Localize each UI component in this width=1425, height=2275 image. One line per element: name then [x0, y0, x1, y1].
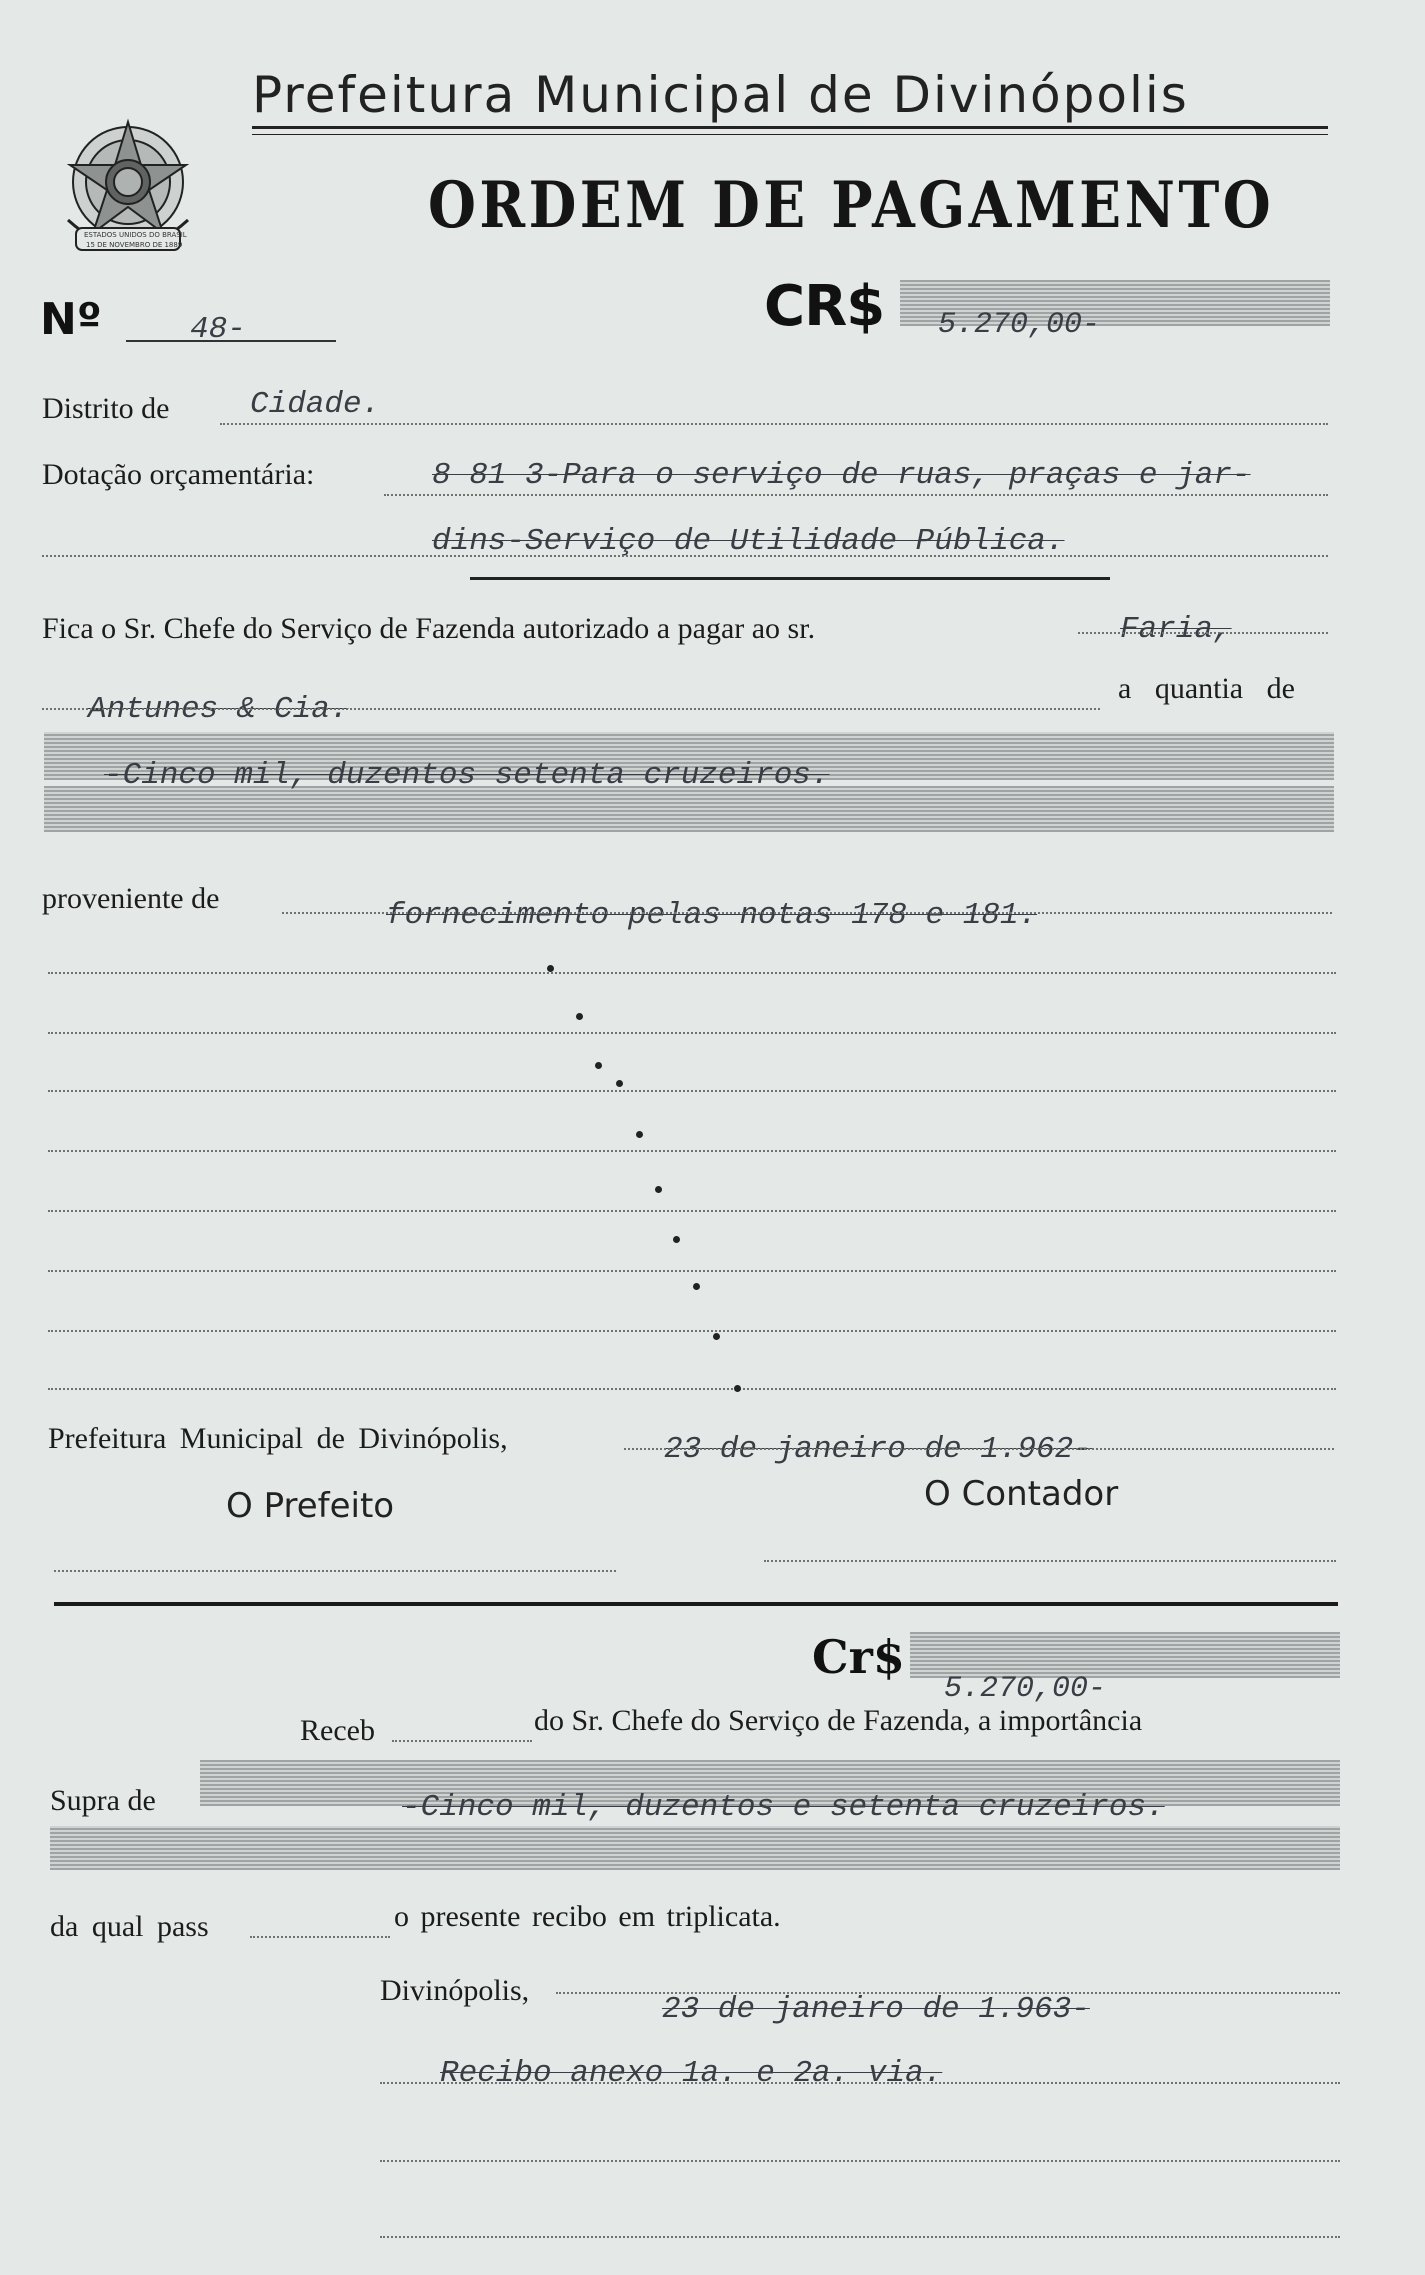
receipt-words-shading-2 — [50, 1826, 1340, 1870]
dotacao-label: Dotação orçamentária: — [42, 458, 315, 491]
prefeito-label: O Prefeito — [226, 1486, 395, 1526]
receipt-note: Recibo anexo 1a. e 2a. via. — [440, 2056, 943, 2091]
fill-dot — [734, 1385, 741, 1392]
contador-signature-line — [764, 1560, 1336, 1562]
fill-dot — [595, 1062, 602, 1069]
distrito-line — [220, 423, 1328, 425]
receipt-date-value: 23 de janeiro de 1.963- — [662, 1992, 1090, 2027]
blank-line-6 — [48, 1270, 1336, 1272]
payee-line1-rule — [1078, 632, 1328, 634]
dotacao-line1: 8 81 3-Para o serviço de ruas, praças e jar- — [432, 458, 1251, 493]
coat-of-arms-date: 15 DE NOVEMBRO DE 1889 — [86, 241, 183, 249]
prefeito-signature-line — [54, 1570, 616, 1572]
place-label: Prefeitura Municipal de Divinópolis, — [48, 1422, 508, 1455]
section-divider — [54, 1602, 1338, 1606]
number-value: 48- — [190, 312, 246, 347]
amount-words: -Cinco mil, duzentos setenta cruzeiros. — [104, 758, 830, 793]
blank-line-1 — [48, 972, 1336, 974]
fill-dot — [713, 1333, 720, 1340]
proveniente-label: proveniente de — [42, 882, 220, 915]
proveniente-value: fornecimento pelas notas 178 e 181. — [386, 898, 1038, 933]
fill-dot — [673, 1236, 680, 1243]
coat-of-arms-emblem — [48, 100, 208, 275]
number-label: Nº — [40, 294, 102, 345]
receb-label: Receb — [300, 1714, 375, 1747]
receipt-blank-line-2 — [380, 2236, 1340, 2238]
payee-line1: Faria, — [1120, 612, 1232, 647]
blank-line-5 — [48, 1210, 1336, 1212]
dotacao-line1-rule — [384, 494, 1328, 496]
receipt-place-label: Divinópolis, — [380, 1974, 530, 2007]
receipt-note-line — [380, 2082, 1340, 2084]
currency-label: CR$ — [764, 274, 885, 339]
blank-line-4 — [48, 1150, 1336, 1152]
blank-line-2 — [48, 1032, 1336, 1034]
fica-label: Fica o Sr. Chefe do Serviço de Fazenda autorizado a pagar ao sr. — [42, 612, 816, 645]
fill-dot — [576, 1013, 583, 1020]
document-title: ORDEM DE PAGAMENTO — [428, 168, 1275, 243]
dotacao-line2-rule — [42, 555, 1328, 557]
receipt-date-line — [556, 1992, 1340, 1994]
header-rule-bottom — [252, 134, 1328, 135]
contador-label: O Contador — [924, 1474, 1119, 1514]
payee-line2-rule — [42, 708, 1100, 710]
blank-line-7 — [48, 1330, 1336, 1332]
fill-dot — [547, 965, 554, 972]
institution-name: Prefeitura Municipal de Divinópolis — [252, 66, 1189, 124]
blank-line-8 — [48, 1388, 1336, 1390]
fill-dot — [655, 1186, 662, 1193]
receipt-amount-words: -Cinco mil, duzentos e setenta cruzeiros. — [402, 1790, 1165, 1825]
blank-line-3 — [48, 1090, 1336, 1092]
supra-label: Supra de — [50, 1784, 156, 1817]
distrito-label: Distrito de — [42, 392, 170, 425]
fill-dot — [636, 1131, 643, 1138]
dotacao-underline — [470, 577, 1110, 580]
fill-dot — [693, 1283, 700, 1290]
da-qual-line — [250, 1936, 390, 1938]
date-value: 23 de janeiro de 1.962- — [664, 1432, 1092, 1467]
receb-text: do Sr. Chefe do Serviço de Fazenda, a importância — [534, 1704, 1143, 1737]
receipt-blank-line-1 — [380, 2160, 1340, 2162]
coat-of-arms-motto: ESTADOS UNIDOS DO BRASIL — [84, 231, 187, 239]
receipt-amount: 5.270,00- — [944, 1672, 1107, 1706]
distrito-value: Cidade. — [250, 387, 381, 422]
receipt-currency-label: Cr$ — [812, 1630, 905, 1684]
receb-line — [392, 1740, 532, 1742]
proveniente-line — [282, 912, 1332, 914]
payee-line2: Antunes & Cia. — [88, 692, 349, 727]
da-qual-label: da qual pass — [50, 1910, 209, 1943]
amount-value: 5.270,00- — [938, 308, 1101, 342]
dotacao-line2: dins-Serviço de Utilidade Pública. — [432, 524, 1065, 559]
number-line — [126, 340, 336, 342]
fill-dot — [616, 1080, 623, 1087]
date-line — [624, 1448, 1334, 1450]
presente-text: o presente recibo em triplicata. — [394, 1900, 781, 1933]
header-rule-top — [252, 126, 1328, 129]
quantia-label: a quantia de — [1118, 672, 1295, 705]
